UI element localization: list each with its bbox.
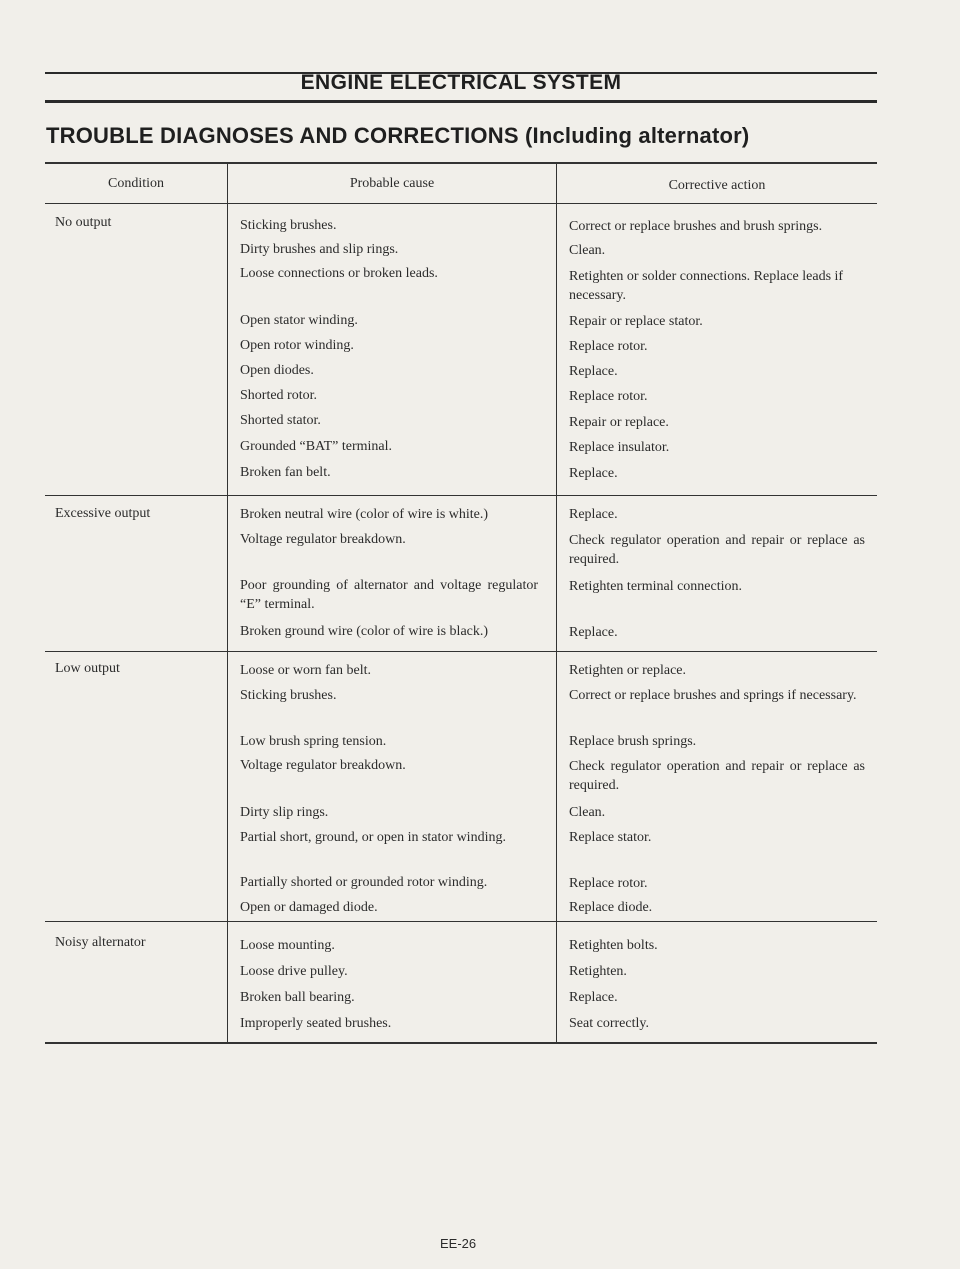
cause-cell: Shorted rotor. [240,388,317,403]
table-top-rule [45,162,877,164]
action-cell: Replace. [569,364,618,379]
action-cell: Seat correctly. [569,1016,649,1031]
condition-noisy-alternator: Noisy alternator [55,935,146,950]
condition-excessive-output: Excessive output [55,506,151,521]
column-header-probable-cause: Probable cause [349,176,435,191]
section-title: ENGINE ELECTRICAL SYSTEM [300,71,622,94]
action-cell: Clean. [569,805,606,820]
action-cell: Replace. [569,466,618,481]
cause-cell: Dirty slip rings. [240,805,329,820]
cause-cell: Open rotor winding. [240,338,354,353]
cause-cell: Sticking brushes. [240,218,337,233]
cause-cell: Poor grounding of alternator and voltage regulator “E” terminal. [240,578,538,612]
cause-cell: Broken fan belt. [240,465,331,480]
cause-cell: Low brush spring tension. [240,734,387,749]
action-cell: Replace insulator. [569,440,670,455]
condition-no-output: No output [55,215,112,230]
action-cell: Replace stator. [569,830,652,845]
action-cell: Replace rotor. [569,389,648,404]
cause-cell: Broken ball bearing. [240,990,355,1005]
cause-cell: Dirty brushes and slip rings. [240,242,399,257]
condition-low-output: Low output [55,661,120,676]
column-divider [227,164,228,1044]
cause-cell: Open or damaged diode. [240,900,378,915]
action-cell: Replace. [569,990,618,1005]
action-cell: Check regulator operation and repair or replace as required. [569,759,865,793]
column-header-condition: Condition [107,176,164,191]
column-divider [556,164,557,1044]
cause-cell: Partial short, ground, or open in stator winding. [240,830,506,845]
action-cell: Retighten. [569,964,627,979]
cause-cell: Broken ground wire (color of wire is black.) [240,624,489,639]
cause-cell: Improperly seated brushes. [240,1016,392,1031]
cause-cell: Loose mounting. [240,938,335,953]
group-separator [45,495,877,496]
action-cell: Replace. [569,625,618,640]
action-cell: Replace. [569,507,618,522]
group-separator [45,651,877,652]
action-cell: Correct or replace brushes and springs if necessary. [569,688,857,703]
action-cell: Repair or replace. [569,415,669,430]
action-cell: Retighten or solder connections. Replace leads if necessary. [569,269,844,303]
page-title: TROUBLE DIAGNOSES AND CORRECTIONS (Including alternator) [46,123,750,148]
action-cell: Replace diode. [569,900,653,915]
action-cell: Retighten or replace. [569,663,687,678]
action-cell: Clean. [569,243,606,258]
cause-cell: Broken neutral wire (color of wire is white.) [240,507,489,522]
action-cell: Repair or replace stator. [569,314,703,329]
page-number: EE-26 [440,1236,477,1251]
cause-cell: Open stator winding. [240,313,358,328]
action-cell: Replace rotor. [569,339,648,354]
action-cell: Retighten bolts. [569,938,658,953]
cause-cell: Loose connections or broken leads. [240,266,438,281]
cause-cell: Partially shorted or grounded rotor winding. [240,875,488,890]
action-cell: Retighten terminal connection. [569,579,743,594]
cause-cell: Loose or worn fan belt. [240,663,372,678]
action-cell: Correct or replace brushes and brush springs. [569,219,823,234]
action-cell: Replace rotor. [569,876,648,891]
action-cell: Check regulator operation and repair or replace as required. [569,533,865,567]
cause-cell: Voltage regulator breakdown. [240,532,406,547]
cause-cell: Voltage regulator breakdown. [240,758,406,773]
cause-cell: Grounded “BAT” terminal. [240,439,393,454]
action-cell: Replace brush springs. [569,734,697,749]
column-header-corrective-action: Corrective action [668,178,766,193]
group-separator [45,921,877,922]
table-bottom-rule [45,1042,877,1044]
cause-cell: Sticking brushes. [240,688,337,703]
cause-cell: Shorted stator. [240,413,321,428]
section-rule [45,100,877,103]
header-rule [45,203,877,204]
cause-cell: Loose drive pulley. [240,964,348,979]
cause-cell: Open diodes. [240,363,314,378]
